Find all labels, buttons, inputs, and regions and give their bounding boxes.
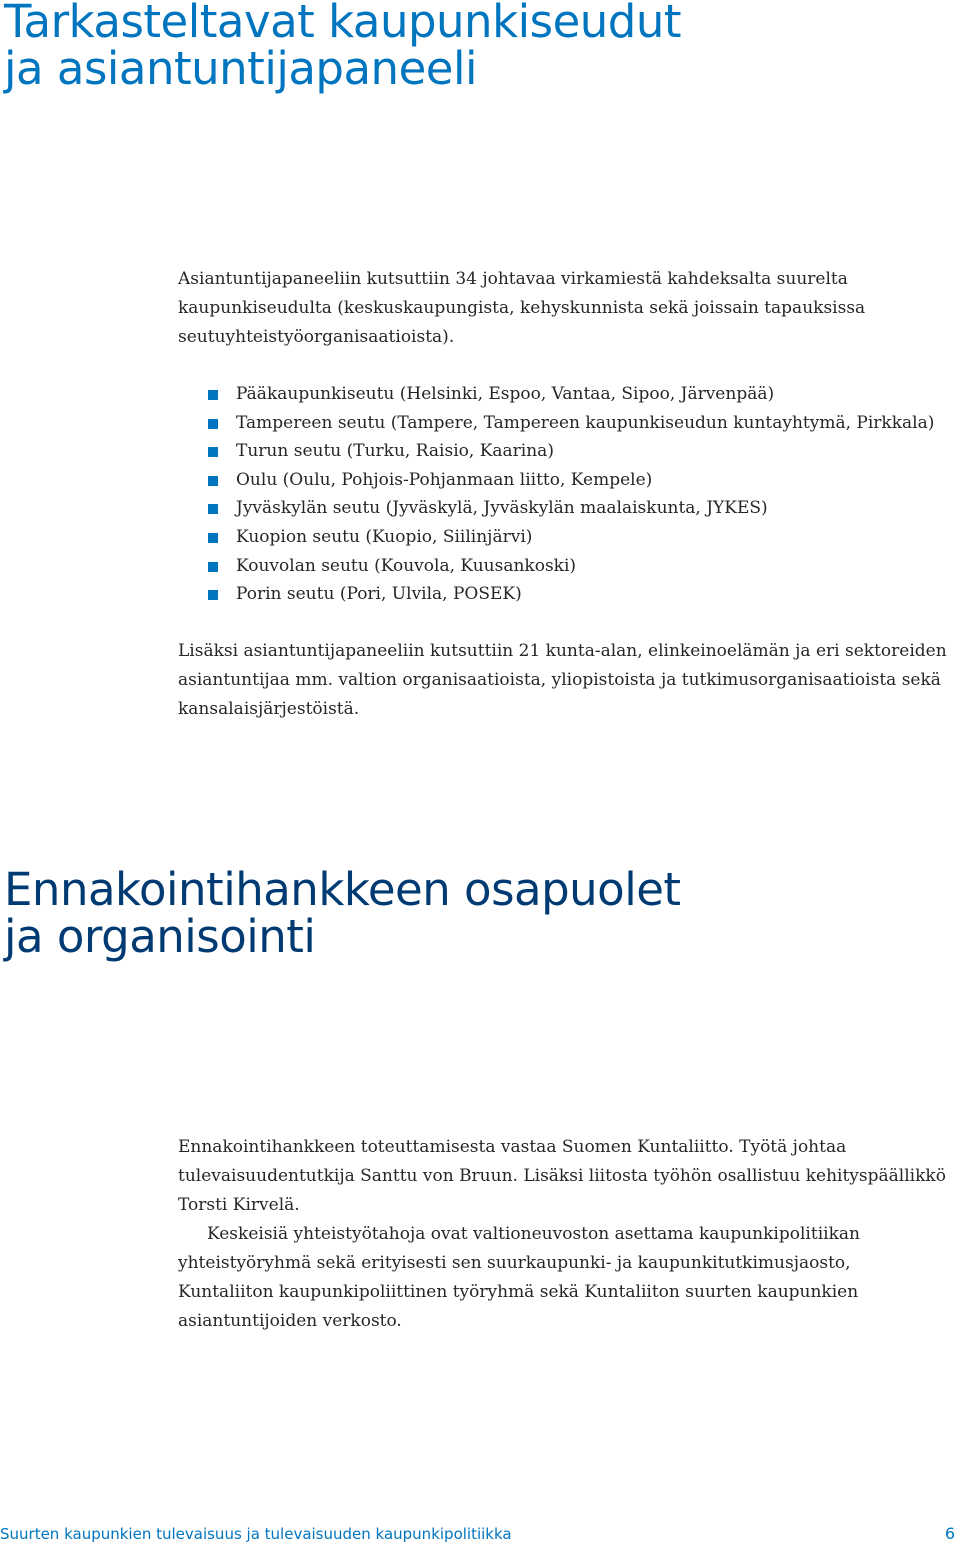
organisation-paragraph-2: Keskeisiä yhteistyötahoja ovat valtioneuvoston asettama kaupunkipolitiikan yhteistyöryhmä sekä erityisesti sen suurkaupunki- ja kaupunkitutkimusjaosto, Kuntaliiton kaupunkipoliittinen työryhmä sekä Kuntaliiton suurten kaupunkien asiantuntijoiden verkosto. [178,1224,860,1331]
square-bullet-icon [208,419,218,429]
footer-title: Suurten kaupunkien tulevaisuus ja tulevaisuuden kaupunkipolitiikka [0,1525,512,1543]
list-item [206,437,934,466]
region-list [206,380,934,609]
list-item-text: Pääkaupunkiseutu (Helsinki, Espoo, Vantaa, Sipoo, Järvenpää) [236,384,775,404]
list-item [206,409,934,438]
list-item [206,580,934,609]
heading-line: Ennakointihankkeen osapuolet [4,863,681,916]
extra-text: Lisäksi asiantuntijapaneeliin kutsuttiin 21 kunta-alan, elinkeinoelämän ja eri sektoreiden asiantuntijaa mm. valtion organisaatioista, yliopistoista ja tutkimusorganisaatioista sekä kansalaisjärjestöistä. [178,641,947,719]
section-heading-organisation [4,863,681,963]
square-bullet-icon [208,590,218,600]
extra-paragraph [178,637,948,724]
list-item [206,466,934,495]
square-bullet-icon [208,447,218,457]
list-item-text: Porin seutu (Pori, Ulvila, POSEK) [236,584,522,605]
square-bullet-icon [208,562,218,572]
list-item-text: Turun seutu (Turku, Raisio, Kaarina) [236,441,554,462]
intro-text: Asiantuntijapaneeliin kutsuttiin 34 johtavaa virkamiestä kahdeksalta suurelta kaupunkiseudulta (keskuskaupungista, kehyskunnista sekä joissain tapauksissa seutuyhteistyöorganisaatioista). [178,269,866,347]
square-bullet-icon [208,390,218,400]
heading-line: Tarkasteltavat kaupunkiseudut [4,0,682,48]
square-bullet-icon [208,476,218,486]
square-bullet-icon [208,533,218,543]
list-item [206,494,934,523]
list-item-text: Oulu (Oulu, Pohjois-Pohjanmaan liitto, Kempele) [236,469,653,490]
heading-line: ja organisointi [4,910,316,963]
list-item-text: Jyväskylän seutu (Jyväskylä, Jyväskylän maalaiskunta, JYKES) [236,498,768,519]
list-item-text: Tampereen seutu (Tampere, Tampereen kaupunkiseudun kuntayhtymä, Pirkkala) [236,412,935,433]
organisation-text [178,1133,948,1336]
page-number: 6 [944,1524,955,1543]
organisation-paragraph-1: Ennakointihankkeen toteuttamisesta vastaa Suomen Kuntaliitto. Työtä johtaa tulevaisuudentutkija Santtu von Bruun. Lisäksi liitosta työhön osallistuu kehityspäällikkö Torsti Kirvelä. [178,1137,946,1215]
list-item-text: Kouvolan seutu (Kouvola, Kuusankoski) [236,555,577,576]
list-item-text: Kuopion seutu (Kuopio, Siilinjärvi) [236,526,533,547]
intro-paragraph [178,265,948,352]
list-item [206,552,934,581]
list-item [206,523,934,552]
section-heading-regions [4,0,682,95]
list-item [206,380,934,409]
square-bullet-icon [208,504,218,514]
heading-line: ja asiantuntijapaneeli [4,42,477,95]
